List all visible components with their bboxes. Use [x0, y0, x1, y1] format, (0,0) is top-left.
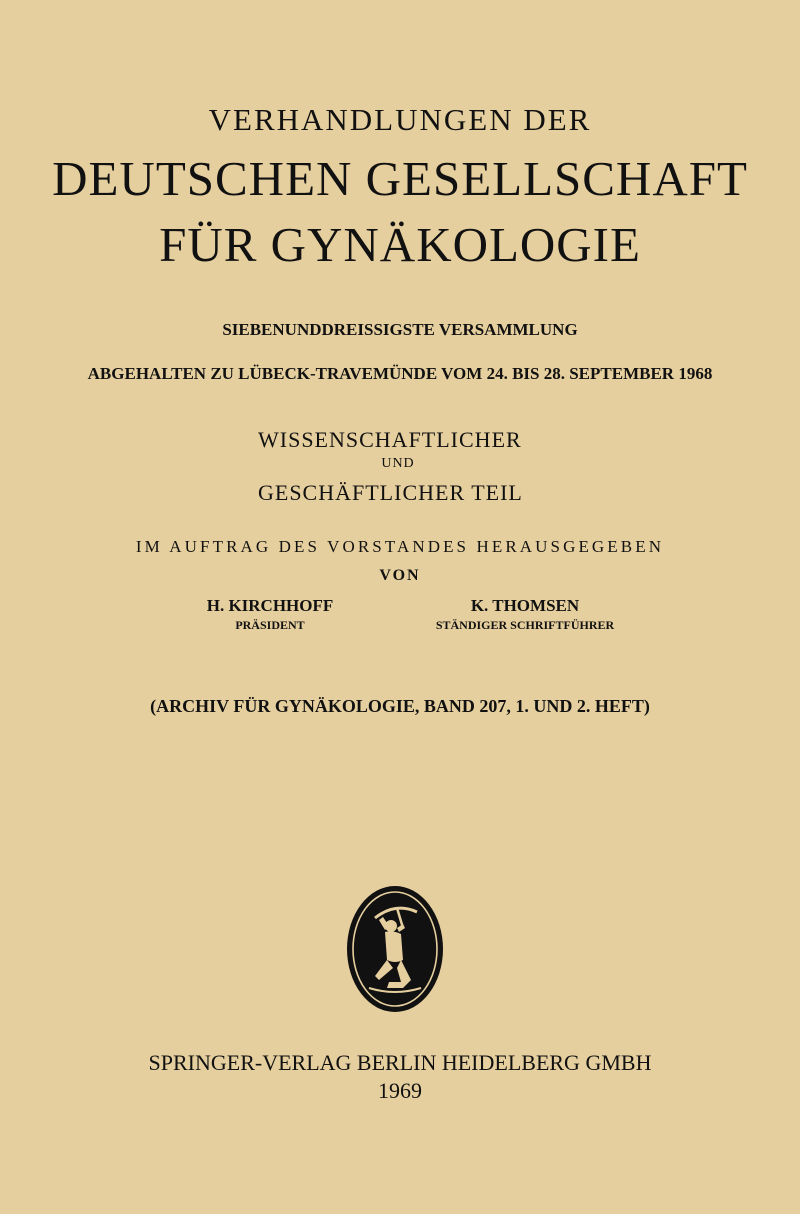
editor-name: K. THOMSEN [470, 596, 580, 615]
editor-name: H. KIRCHHOFF [206, 596, 334, 615]
assembly-subtitle: SIEBENUNDDREISSIGSTE VERSAMMLUNG [222, 320, 578, 339]
editor-role: PRÄSIDENT [235, 618, 305, 632]
publication-year: 1969 [378, 1078, 422, 1103]
part-title-und: UND [381, 456, 415, 471]
archive-reference: (ARCHIV FÜR GYNÄKOLOGIE, BAND 207, 1. UND 2. HEFT) [150, 696, 650, 716]
meeting-location-date: ABGEHALTEN ZU LÜBECK-TRAVEMÜNDE VOM 24. BIS 28. SEPTEMBER 1968 [87, 364, 713, 383]
series-title: VERHANDLUNGEN DER [208, 102, 592, 137]
springer-knight-logo-icon [345, 884, 445, 1014]
editor-kirchhoff [190, 596, 350, 633]
editor-thomsen [420, 596, 630, 633]
commissioned-by: IM AUFTRAG DES VORSTANDES HERAUSGEGEBEN [135, 537, 665, 556]
von-label: VON [379, 567, 421, 584]
part-title-line-1: WISSENSCHAFTLICHER [258, 427, 522, 452]
publisher-name: SPRINGER-VERLAG BERLIN HEIDELBERG GMBH [148, 1050, 652, 1075]
main-title-line-1: DEUTSCHEN GESELLSCHAFT [52, 151, 748, 206]
editor-role: STÄNDIGER SCHRIFTFÜHRER [435, 618, 615, 632]
part-title-line-2: GESCHÄFTLICHER TEIL [258, 480, 523, 505]
main-title-line-2: FÜR GYNÄKOLOGIE [159, 217, 641, 272]
